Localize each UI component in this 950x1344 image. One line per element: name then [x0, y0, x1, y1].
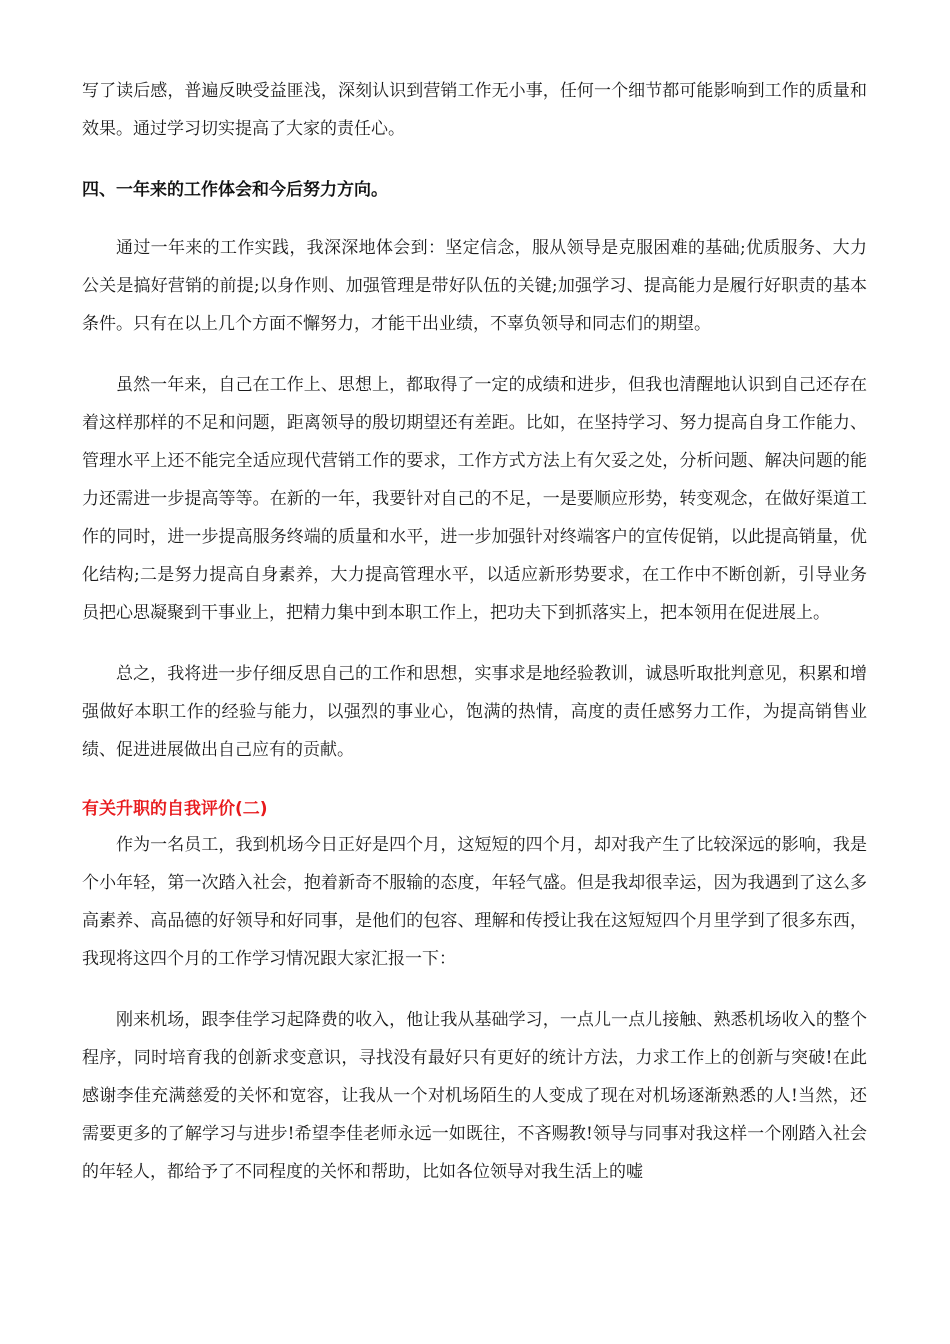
paragraph-conclusion: 总之，我将进一步仔细反思自己的工作和思想，实事求是地经验教训，诚恳听取批判意见，积累和增强做好本职工作的经验与能力，以强烈的事业心，饱满的热情，高度的责任感努力工作，为提高销售业绩、促进进展做出自己应有的贡献。	[82, 664, 867, 760]
paragraph-shortcomings: 虽然一年来，自己在工作上、思想上，都取得了一定的成绩和进步，但我也清醒地认识到自己还存在着这样那样的不足和问题，距离领导的殷切期望还有差距。比如，在坚持学习、努力提高自身工作能力、管理水平上还不能完全适应现代营销工作的要求，工作方式方法上有欠妥之处，分析问题、解决问题的能力还需进一步提高等等。在新的一年，我要针对自己的不足，一是要顺应形势，转变观念，在做好渠道工作的同时，进一步提高服务终端的质量和水平，进一步加强针对终端客户的宣传促销，以此提高销量，优化结构;二是努力提高自身素养，大力提高管理水平，以适应新形势要求，在工作中不断创新，引导业务员把心思凝聚到干事业上，把精力集中到本职工作上，把功夫下到抓落实上，把本领用在促进展上。	[82, 375, 867, 623]
paragraph-introduction: 作为一名员工，我到机场今日正好是四个月，这短短的四个月，却对我产生了比较深远的影响，我是个小年轻，第一次踏入社会，抱着新奇不服输的态度，年轻气盛。但是我却很幸运，因为我遇到了这么多高素养、高品德的好领导和好同事，是他们的包容、理解和传授让我在这短短四个月里学到了很多东西，我现将这四个月的工作学习情况跟大家汇报一下：	[82, 835, 867, 969]
paragraph-continuation: 写了读后感，普遍反映受益匪浅，深刻认识到营销工作无小事，任何一个细节都可能影响到工作的质量和效果。通过学习切实提高了大家的责任心。	[82, 81, 867, 139]
paragraph-work-experience: 通过一年来的工作实践，我深深地体会到：坚定信念，服从领导是克服困难的基础;优质服务、大力公关是搞好营销的前提;以身作则、加强管理是带好队伍的关键;加强学习、提高能力是履行好职责的基本条件。只有在以上几个方面不懈努力，才能干出业绩，不辜负领导和同志们的期望。	[82, 238, 867, 334]
paragraph-learning: 刚来机场，跟李佳学习起降费的收入，他让我从基础学习，一点儿一点儿接触、熟悉机场收入的整个程序，同时培育我的创新求变意识，寻找没有最好只有更好的统计方法，力求工作上的创新与突破!在此感谢李佳充满慈爱的关怀和宽容，让我从一个对机场陌生的人变成了现在对机场逐渐熟悉的人!当然，还需要更多的了解学习与进步!希望李佳老师永远一如既往，不吝赐教!领导与同事对我这样一个刚踏入社会的年轻人，都给予了不同程度的关怀和帮助，比如各位领导对我生活上的嘘	[82, 1010, 867, 1182]
section-heading-4: 四、一年来的工作体会和今后努力方向。	[82, 180, 388, 200]
document-page	[82, 72, 867, 1191]
section-title-2: 有关升职的自我评价(二)	[82, 799, 268, 819]
